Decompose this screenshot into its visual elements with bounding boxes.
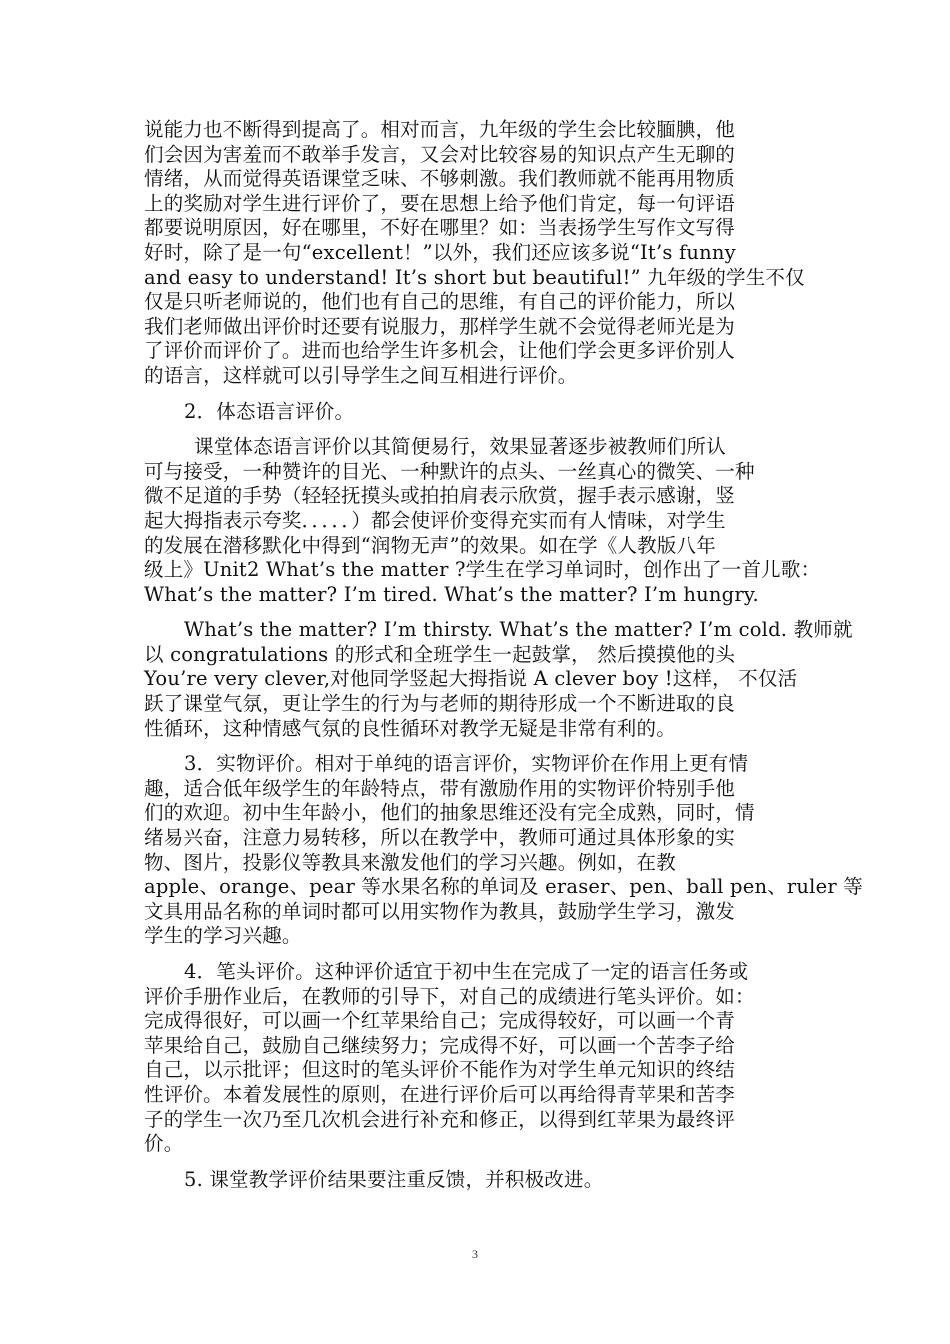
page-number: 3 — [472, 1247, 478, 1261]
text-line: 我们老师做出评价时还要有说服力，那样学生就不会觉得老师光是为 — [144, 314, 736, 338]
text-line: 课堂体态语言评价以其简便易行，效果显著逐步被教师们所认 — [194, 435, 726, 459]
text-line: 的发展在潜移默化中得到“润物无声”的效果。如在学《人教版八年 — [144, 533, 716, 557]
text-line: 上的奖励对学生进行评价了，要在思想上给予他们肯定，每一句评语 — [144, 191, 736, 215]
text-line: 物、图片，投影仪等教具来激发他们的学习兴趣。例如，在教 — [144, 850, 676, 874]
text-line: 评价手册作业后，在教师的引导下，对自己的成绩进行笔头评价。如： — [144, 984, 755, 1008]
text-line: 级上》Unit2 What’s the matter ?学生在学习单词时，创作出了一首儿歌： — [144, 558, 821, 582]
paragraph-written-evaluation — [144, 960, 812, 1157]
text-line: 跃了课堂气氛，更让学生的行为与老师的期待形成一个不断进取的良 — [144, 692, 736, 716]
text-line: 可与接受，一种赞许的目光、一种默许的点头、一丝真心的微笑、一种 — [144, 459, 755, 483]
paragraph-object-evaluation — [144, 752, 863, 949]
text-line: 情绪，从而觉得英语课堂乏味、不够刺激。我们教师就不能再用物质 — [144, 167, 736, 191]
text-line: 好时，除了是一句“excellent！”以外，我们还应该多说“It’s funny — [144, 240, 736, 264]
text-line: What’s the matter? I’m thirsty. What’s the matter? I’m cold. 教师就 — [184, 618, 853, 642]
text-line: 3．实物评价。相对于单纯的语言评价，实物评价在作用上更有情 — [184, 752, 749, 776]
text-line: 4．笔头评价。这种评价适宜于初中生在完成了一定的语言任务或 — [184, 960, 749, 983]
document-page — [144, 118, 863, 1203]
text-line: 自己，以示批评；但这时的笔头评价不能作为对学生单元知识的终结 — [144, 1058, 736, 1082]
text-line: 微不足道的手势（轻轻抚摸头或拍拍肩表示欣赏，握手表示感谢，竖 — [144, 484, 736, 508]
text-line: 的语言，这样就可以引导学生之间互相进行评价。 — [144, 363, 578, 387]
text-line: 了评价而评价了。进而也给学生许多机会，让他们学会更多评价别人 — [144, 339, 736, 363]
section-heading-body-language — [144, 400, 812, 425]
text-line: 们会因为害羞而不敢举手发言，又会对比较容易的知识点产生无聊的 — [144, 142, 736, 166]
text-line: 性循环，这种情感气氛的良性循环对教学无疑是非常有利的。 — [144, 716, 676, 740]
text-line: 性评价。本着发展性的原则，在进行评价后可以再给得青苹果和苦李 — [144, 1082, 736, 1106]
heading-line: 2．体态语言评价。 — [184, 399, 355, 423]
text-line: 文具用品名称的单词时都可以用实物作为教具，鼓励学生学习，激发 — [144, 899, 736, 923]
text-line: 完成得很好，可以画一个红苹果给自己；完成得较好，可以画一个青 — [144, 1009, 736, 1033]
text-line: 起大拇指表示夸奖．．．．．）都会使评价变得充实而有人情味，对学生 — [144, 508, 726, 532]
text-line: 们的欢迎。初中生年龄小，他们的抽象思维还没有完全成熟，同时，情 — [144, 801, 755, 825]
text-line: 子的学生一次乃至几次机会进行补充和修正，以得到红苹果为最终评 — [144, 1107, 736, 1131]
text-line: What’s the matter? I’m tired. What’s the matter? I’m hungry. — [144, 582, 759, 606]
text-line: 都要说明原因，好在哪里，不好在哪里？如：当表扬学生写作文写得 — [144, 216, 736, 240]
text-line: You’re very clever,对他同学竖起大拇指说 A clever boy !这样， 不仅活 — [144, 667, 798, 691]
text-line: 绪易兴奋，注意力易转移，所以在教学中，教师可通过具体形象的实 — [144, 826, 736, 850]
paragraph-children-song — [144, 618, 853, 741]
text-line: 以 congratulations 的形式和全班学生一起鼓掌， 然后摸摸他的头 — [144, 642, 736, 666]
text-line: 学生的学习兴趣。 — [144, 924, 302, 948]
heading-line: 5. 课堂教学评价结果要注重反馈，并积极改进。 — [184, 1167, 604, 1191]
text-line: 趣，适合低年级学生的年龄特点，带有激励作用的实物评价特别手他 — [144, 776, 736, 800]
text-line: 苹果给自己，鼓励自己继续努力；完成得不好，可以画一个苦李子给 — [144, 1033, 736, 1057]
paragraph-body-language — [144, 435, 821, 607]
text-line: and easy to understand! It’s short but beautiful!” 九年级的学生不仅 — [144, 265, 805, 289]
text-line: apple、orange、pear 等水果名称的单词及 eraser、pen、ball pen、ruler 等 — [144, 875, 863, 899]
text-line: 说能力也不断得到提高了。相对而言，九年级的学生会比较腼腆，他 — [144, 118, 736, 141]
text-line: 仅是只听老师说的，他们也有自己的思维，有自己的评价能力，所以 — [144, 290, 736, 314]
section-heading-feedback — [144, 1168, 812, 1193]
paragraph-ninth-grade-evaluation — [144, 118, 812, 389]
text-line: 价。 — [144, 1132, 184, 1156]
